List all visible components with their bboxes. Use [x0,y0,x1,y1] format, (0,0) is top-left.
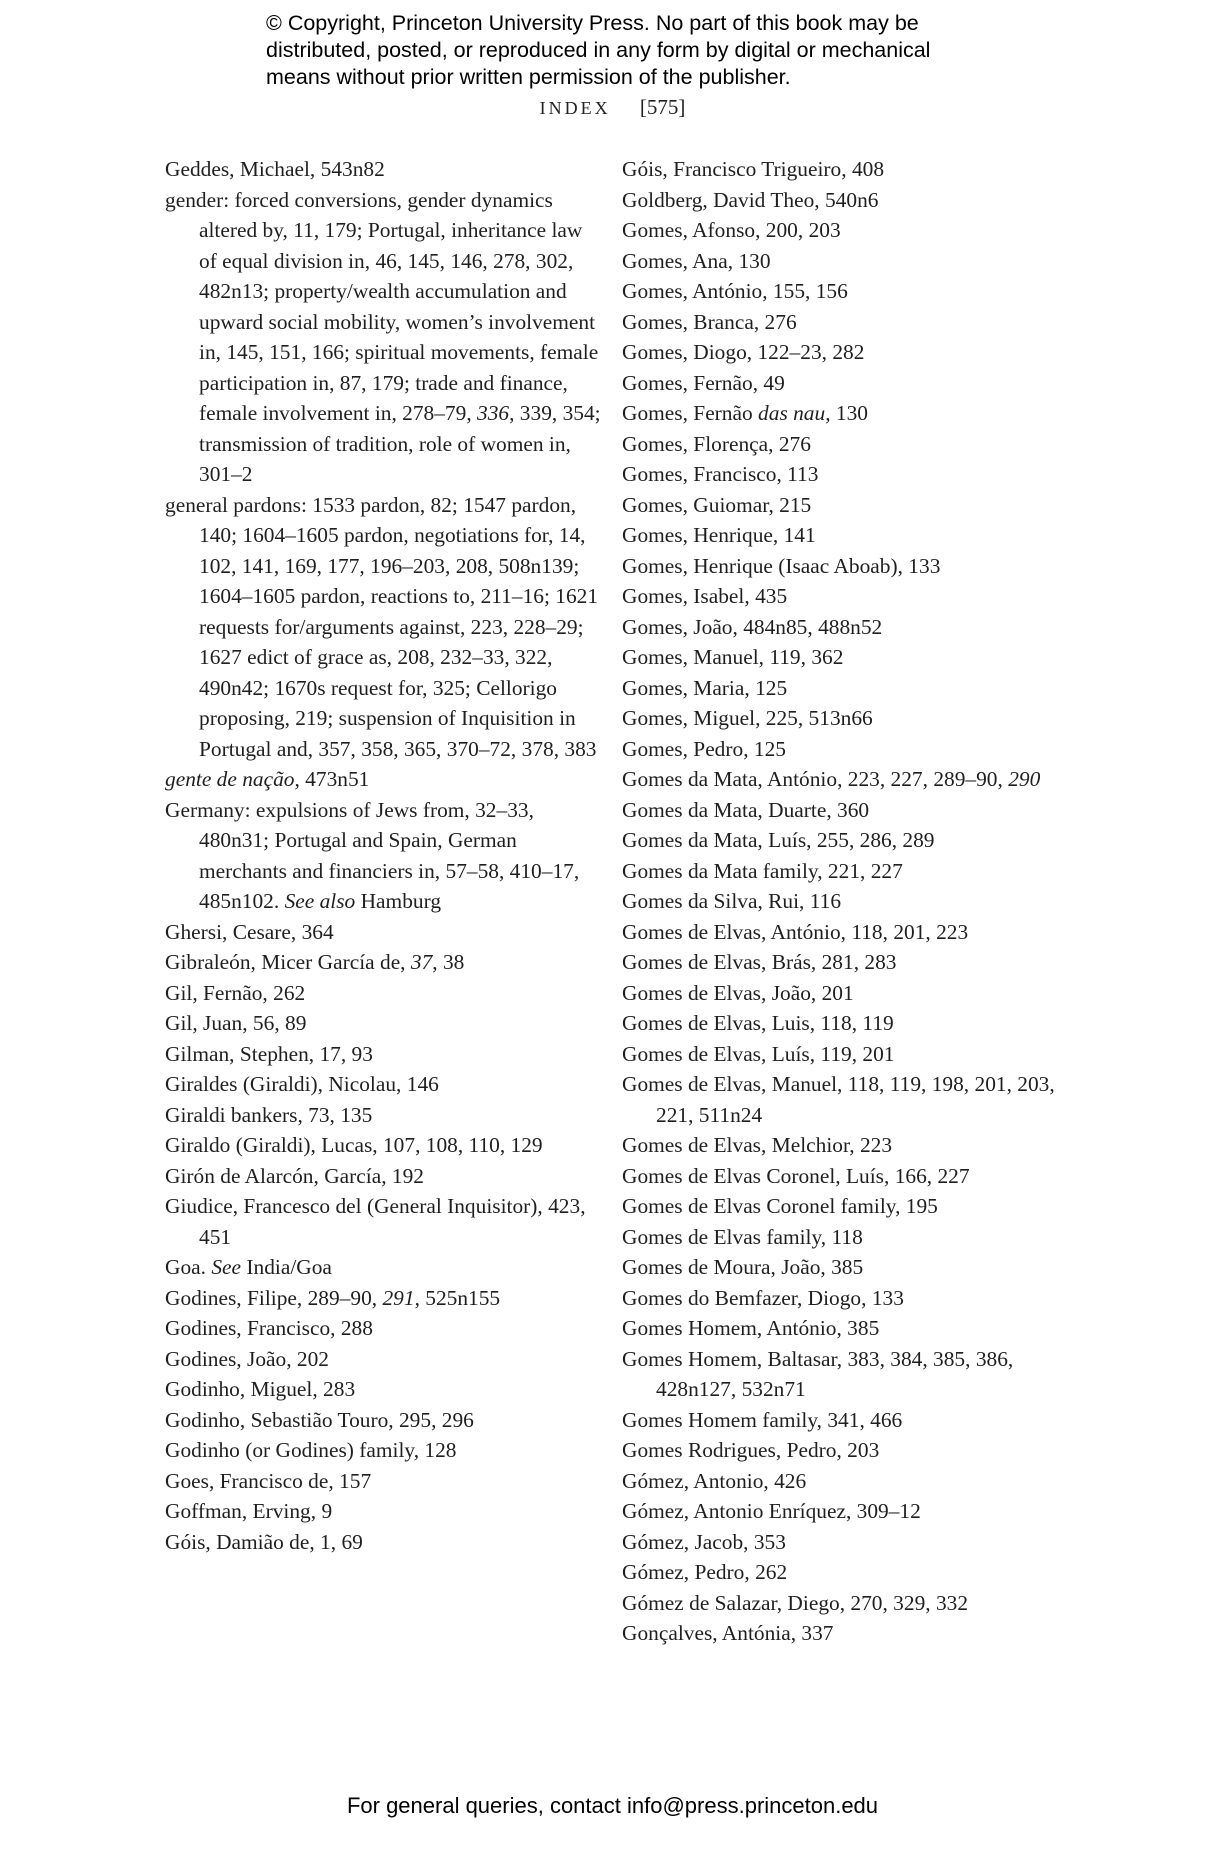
index-entry [622,795,1072,826]
index-entry-text: Gomes de Elvas Coronel family, 195 [622,1194,938,1218]
copyright-line-2: distributed, posted, or reproduced in any form by digital or mechanical [266,38,931,62]
index-entry-text: Giraldi bankers, 73, 135 [165,1102,373,1127]
index-entry [622,1069,1072,1130]
index-entry [165,1069,605,1100]
index-entry-text: , 130 [825,401,868,425]
index-entry [165,1405,605,1436]
index-entry-text: gender: forced conversions, gender dynamics altered by, 11, 179; Portugal, inheritance law of equal division in, 46, 145, 146, 278, 302, 482n13; property/wealth accumulation and upward social mobility, women’s involvement in, 145, 151, 166; spiritual movements, female participation in, 87, 179; trade and finance, female involvement in, 278–79, [165,187,599,425]
index-entry-text: Godinho, Miguel, 283 [165,1377,356,1401]
index-entry [622,368,1072,399]
index-entry-text: Gomes Homem, Baltasar, 383, 384, 385, 386, 428n127, 532n71 [622,1346,1014,1401]
index-entry [165,1374,605,1405]
index-entry-text: Gomes de Elvas family, 118 [622,1224,863,1249]
index-entry-text: Gomes de Elvas, Manuel, 118, 119, 198, 201, 203, 221, 511n24 [622,1072,1055,1127]
index-entry-text: Gomes, Henrique, 141 [622,523,816,547]
index-entry [165,1100,605,1131]
index-column-right [622,154,1072,1649]
index-entry-text: Gomes, Ana, 130 [622,248,771,273]
index-entry [622,1344,1072,1405]
index-entry-text: , 339, 354; transmission of tradition, role of women in, 301–2 [199,401,601,486]
index-entry-italic-text: gente de nação [165,767,295,791]
index-entry-text: Gomes, Francisco, 113 [622,462,819,486]
index-entry-text: Gómez, Jacob, 353 [622,1529,786,1554]
index-entry-text: Gomes de Elvas, Luis, 118, 119 [622,1011,894,1035]
index-entry [622,886,1072,917]
index-entry [165,1130,605,1161]
index-entry [622,1496,1072,1527]
index-entry [165,1435,605,1466]
index-entry [165,795,605,917]
index-entry-text: Gibraleón, Micer García de, [165,950,411,974]
index-entry [165,185,605,490]
index-entry-text: Gomes da Mata, António, 223, 227, 289–90, [622,767,1009,791]
index-entry [622,246,1072,277]
copyright-notice [266,10,1026,91]
index-entry [165,1039,605,1070]
index-entry-text: Gomes Rodrigues, Pedro, 203 [622,1438,880,1462]
index-entry [622,1252,1072,1283]
index-entry [622,1466,1072,1497]
index-entry [622,307,1072,338]
index-entry-text: Gomes, Guiomar, 215 [622,492,812,517]
index-entry [165,1191,605,1252]
index-entry [165,1496,605,1527]
index-entry-text: Gomes da Mata, Duarte, 360 [622,797,870,822]
index-entry-text: Gomes de Elvas, Melchior, 223 [622,1133,893,1157]
index-entry [622,703,1072,734]
index-entry [622,978,1072,1009]
index-entry-text: Gómez, Antonio, 426 [622,1468,807,1493]
index-entry-text: Gomes de Elvas, António, 118, 201, 223 [622,919,969,944]
index-entry [622,1161,1072,1192]
footer-contact: For general queries, contact info@press.princeton.edu [346,1793,879,1818]
index-entry-text: Gomes Homem, António, 385 [622,1316,880,1340]
index-entry-text: Gomes de Elvas, Luís, 119, 201 [622,1041,895,1066]
index-entry-text: Gomes, Diogo, 122–23, 282 [622,340,865,364]
index-entry-text: Giudice, Francesco del (General Inquisitor), 423, 451 [165,1194,586,1249]
index-entry [622,642,1072,673]
index-entry [165,490,605,765]
index-entry [622,1557,1072,1588]
index-entry-text: Giraldes (Giraldi), Nicolau, 146 [165,1072,439,1096]
index-entry-text: Gilman, Stephen, 17, 93 [165,1041,373,1066]
index-entry [165,947,605,978]
index-entry-text: Gomes de Elvas, Brás, 281, 283 [622,950,897,974]
index-entry [165,978,605,1009]
index-entry-text: Gomes da Silva, Rui, 116 [622,889,842,913]
index-entry [622,917,1072,948]
index-entry [622,520,1072,551]
index-entry-text: , 525n155 [414,1285,501,1310]
index-entry-text: Goes, Francisco de, 157 [165,1468,372,1493]
index-entry-text: Gil, Juan, 56, 89 [165,1011,307,1035]
index-entry-text: Ghersi, Cesare, 364 [165,919,334,944]
index-entry [622,1039,1072,1070]
index-entry [622,947,1072,978]
index-entry-text: Gomes, António, 155, 156 [622,279,848,303]
page-number: [575] [639,95,686,119]
index-entry-text: Gomes, Isabel, 435 [622,584,788,608]
index-entry-text: Gomes, Maria, 125 [622,675,788,700]
copyright-line-1: © Copyright, Princeton University Press. No part of this book may be [266,11,919,35]
index-entry [622,185,1072,216]
index-entry [622,459,1072,490]
running-head [0,95,1225,120]
index-column-left [165,154,605,1557]
index-entry [622,398,1072,429]
index-entry-text: , 38 [432,950,465,974]
index-entry-text: Gomes, Branca, 276 [622,309,797,334]
index-entry [165,1466,605,1497]
index-entry [622,429,1072,460]
index-entry-text: Godines, João, 202 [165,1346,329,1371]
index-entry [622,1313,1072,1344]
index-entry [622,1435,1072,1466]
index-entry [622,215,1072,246]
index-entry-text: Góis, Francisco Trigueiro, 408 [622,157,885,181]
index-entry-text: Gonçalves, Antónia, 337 [622,1621,834,1645]
index-entry-italic-text: 290 [1008,767,1041,791]
index-entry-text: Gomes, Pedro, 125 [622,736,786,761]
index-entry [165,1008,605,1039]
index-entry [622,825,1072,856]
index-entry-text: Gomes da Mata, Luís, 255, 286, 289 [622,828,935,852]
index-entry [622,1618,1072,1649]
index-entry-text: Gomes, Miguel, 225, 513n66 [622,706,873,730]
index-entry-text: Goldberg, David Theo, 540n6 [622,187,879,212]
index-entry-text: Gómez, Antonio Enríquez, 309–12 [622,1499,921,1523]
index-entry [165,764,605,795]
index-entry [622,764,1072,795]
index-entry-text: Gomes, Henrique (Isaac Aboab), 133 [622,553,941,578]
index-entry-text: Goa. [165,1255,212,1279]
index-entry-text: Gomes da Mata family, 221, 227 [622,858,903,883]
index-entry [165,917,605,948]
index-entry [165,1344,605,1375]
index-entry [622,490,1072,521]
index-entry-text: Gil, Fernão, 262 [165,980,306,1005]
index-entry [622,337,1072,368]
index-entry [622,1008,1072,1039]
index-entry-italic-text: das nau [758,401,826,425]
index-entry [622,1222,1072,1253]
index-entry [165,154,605,185]
index-entry-text: Goffman, Erving, 9 [165,1499,333,1523]
index-entry-text: Gomes de Moura, João, 385 [622,1255,864,1279]
index-entry-text: Giraldo (Giraldi), Lucas, 107, 108, 110, 129 [165,1133,543,1157]
index-entry [165,1161,605,1192]
index-entry-text: Girón de Alarcón, García, 192 [165,1163,424,1188]
index-entry-italic-text: 291 [382,1285,415,1310]
index-entry [622,856,1072,887]
index-entry [622,1527,1072,1558]
index-entry-text: Gómez de Salazar, Diego, 270, 329, 332 [622,1590,969,1615]
index-entry-text: Gomes, Afonso, 200, 203 [622,218,841,242]
index-entry-text: Geddes, Michael, 543n82 [165,157,385,181]
index-entry-text: Hamburg [355,889,442,913]
index-entry-text: Godinho (or Godines) family, 128 [165,1438,457,1462]
index-entry-text: Godinho, Sebastião Touro, 295, 296 [165,1407,474,1432]
index-entry-text: Germany: expulsions of Jews from, 32–33, 480n31; Portugal and Spain, German merchants and financiers in, 57–58, 410–17, 485n102. [165,797,580,913]
index-entry-text: , 473n51 [294,767,370,791]
index-entry-text: Gomes de Elvas, João, 201 [622,980,854,1005]
index-entry [622,581,1072,612]
index-entry [622,154,1072,185]
index-entry-text: Gómez, Pedro, 262 [622,1560,788,1584]
index-entry-text: Góis, Damião de, 1, 69 [165,1529,363,1554]
index-entry-text: Gomes, João, 484n85, 488n52 [622,614,883,639]
index-entry-italic-text: See [211,1255,242,1279]
index-entry [622,276,1072,307]
index-entry [165,1313,605,1344]
index-entry-text: Godines, Filipe, 289–90, [165,1285,383,1310]
index-entry [165,1283,605,1314]
copyright-line-3: means without prior written permission of the publisher. [266,65,791,89]
index-entry [622,673,1072,704]
index-entry-italic-text: See also [284,889,356,913]
index-entry-text: Gomes de Elvas Coronel, Luís, 166, 227 [622,1163,970,1188]
index-entry [622,734,1072,765]
index-entry [165,1527,605,1558]
index-entry-italic-text: 37 [410,950,433,974]
index-entry-text: Gomes, Fernão [622,401,759,425]
index-entry [622,1191,1072,1222]
index-entry [622,612,1072,643]
section-title: INDEX [539,98,611,118]
index-entry-text: Gomes do Bemfazer, Diogo, 133 [622,1285,904,1310]
index-entry-text: India/Goa [241,1255,332,1279]
index-entry-text: Gomes Homem family, 341, 466 [622,1407,903,1432]
index-entry-text: Gomes, Manuel, 119, 362 [622,645,844,669]
index-entry-text: Gomes, Fernão, 49 [622,370,785,395]
index-entry-text: Gomes, Florença, 276 [622,431,811,456]
index-entry [622,551,1072,582]
index-entry-text: Godines, Francisco, 288 [165,1316,373,1340]
index-entry-italic-text: 336 [477,401,510,425]
index-entry [622,1588,1072,1619]
index-entry [622,1283,1072,1314]
index-entry-text: general pardons: 1533 pardon, 82; 1547 pardon, 140; 1604–1605 pardon, negotiations for, 14, 102, 141, 169, 177, 196–203, 208, 508n139; 1604–1605 pardon, reactions to, 211–16; 1621 requests for/arguments against, 223, 228–29; 1627 edict of grace as, 208, 232–33, 322, 490n42; 1670s request for, 325; Cellorigo proposing, 219; suspension of Inquisition in Portugal and, 357, 358, 365, 370–72, 378, 383 [165,492,599,761]
index-entry [622,1405,1072,1436]
index-entry [622,1130,1072,1161]
index-entry [165,1252,605,1283]
